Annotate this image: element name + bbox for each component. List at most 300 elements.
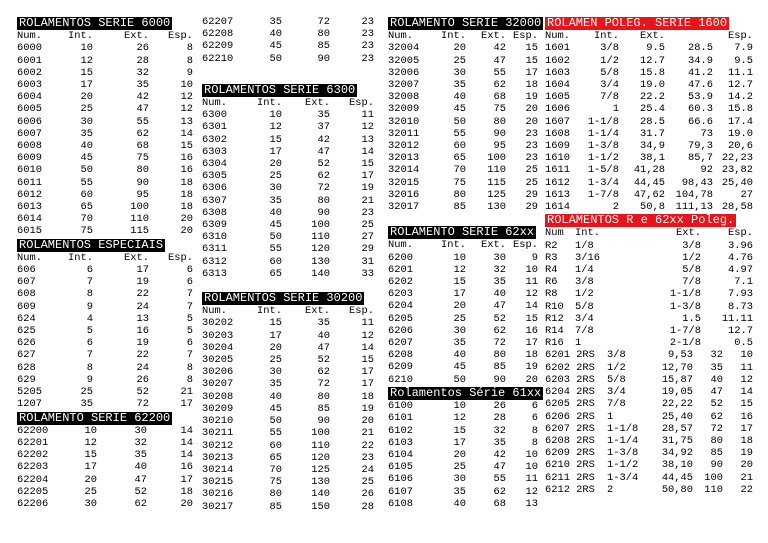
- table-cell: 23: [525, 140, 538, 153]
- table-cell: 32010: [388, 115, 420, 128]
- table-cell: 8: [531, 436, 538, 449]
- table-cell: 25: [269, 354, 282, 367]
- table-cell: 104,78: [675, 188, 713, 201]
- table-cell: 34,9: [640, 140, 665, 153]
- table-cell: 23,82: [721, 164, 753, 177]
- table-row: [202, 342, 374, 354]
- table-cell: 1/8: [575, 239, 594, 252]
- table-cell: 18: [361, 390, 374, 403]
- table-cell: 25: [453, 461, 466, 474]
- table-cell: 110: [311, 439, 330, 452]
- table-row: [202, 476, 374, 488]
- table-cell: 100: [311, 219, 330, 232]
- table-cell: 47: [317, 341, 330, 354]
- table-cell: 30: [453, 66, 466, 79]
- table-cell: 30: [453, 473, 466, 486]
- column-header: Ext.: [305, 97, 330, 110]
- table-cell: 7: [186, 349, 193, 362]
- table-row: [202, 366, 374, 378]
- table-cell: 13: [525, 497, 538, 510]
- table-cell: 30202: [202, 317, 234, 330]
- table-cell: 47: [493, 300, 506, 313]
- table-row: [202, 440, 374, 452]
- table-row: [388, 400, 538, 412]
- table-cell: 624: [17, 312, 36, 325]
- table-cell: 50: [453, 373, 466, 386]
- column-header: Esp.: [513, 239, 538, 252]
- table-cell: 50,8: [640, 201, 665, 214]
- table-cell: 50: [269, 52, 282, 65]
- column-header: Num: [545, 227, 564, 240]
- table-cell: 6106: [388, 473, 413, 486]
- table-cell: 1-7/8: [587, 188, 619, 201]
- table-cell: 13: [361, 133, 374, 146]
- table-cell: 90: [317, 206, 330, 219]
- table-cell: 7/8: [607, 398, 626, 411]
- table-cell: 17: [361, 366, 374, 379]
- table-especiais: [17, 252, 193, 411]
- table-cell: 130: [311, 255, 330, 268]
- table-cell: 32: [136, 66, 149, 79]
- table-row: [17, 201, 193, 213]
- table-cell: 1/4: [575, 264, 594, 277]
- table-cell: 1607: [545, 115, 570, 128]
- table-row: [202, 452, 374, 464]
- table-cell: 6015: [17, 225, 42, 238]
- table-cell: 9,53: [668, 349, 693, 362]
- table-cell: 90: [136, 176, 149, 189]
- table-cell: 115: [487, 176, 506, 189]
- table-cell: 1-3/8: [669, 300, 701, 313]
- table-cell: 28: [493, 412, 506, 425]
- column-header: Ext.: [124, 30, 149, 43]
- table-cell: 47: [317, 145, 330, 158]
- table-cell: 6014: [17, 213, 42, 226]
- table-cell: 22: [740, 483, 753, 496]
- table-cell: 25.4: [640, 103, 665, 116]
- table-cell: 20: [525, 115, 538, 128]
- table-cell: 6211 2RS: [545, 471, 595, 484]
- table-cell: 110: [704, 483, 723, 496]
- table-cell: 3/4: [575, 312, 594, 325]
- table-cell: 6212 2RS: [545, 483, 595, 496]
- table-row: [388, 189, 538, 201]
- table-row: [202, 207, 374, 219]
- table-cell: 19: [361, 402, 374, 415]
- table-cell: 1611: [545, 164, 570, 177]
- table-cell: 52: [136, 386, 149, 399]
- table-row: [545, 116, 753, 128]
- table-cell: 42: [493, 448, 506, 461]
- table-cell: 6201: [388, 263, 413, 276]
- table-cell: 18: [180, 485, 193, 498]
- table-cell: 3/4: [600, 79, 619, 92]
- table-cell: 70: [269, 463, 282, 476]
- table-cell: 32017: [388, 201, 420, 214]
- table-row: [388, 276, 538, 288]
- table-cell: 16: [740, 410, 753, 423]
- table-cell: 25: [525, 164, 538, 177]
- table-cell: 28.5: [688, 42, 713, 55]
- table-cell: 25: [84, 485, 97, 498]
- table-cell: 17: [180, 473, 193, 486]
- table-cell: 18: [180, 176, 193, 189]
- table-cell: 6005: [17, 103, 42, 116]
- table-cell: 1: [607, 410, 614, 423]
- table-cell: 1-1/2: [607, 459, 639, 472]
- table-cell: 6310: [202, 231, 227, 244]
- table-cell: 40: [134, 461, 147, 474]
- column-header: Ext.: [481, 239, 506, 252]
- table-cell: 12.7: [728, 325, 753, 338]
- table-cell: 18: [525, 349, 538, 362]
- table-row: [17, 461, 193, 473]
- table-row: [545, 164, 753, 176]
- table-cell: 12: [740, 373, 753, 386]
- table-cell: 95: [136, 188, 149, 201]
- table-cell: 45: [269, 402, 282, 415]
- table-cell: 31: [361, 255, 374, 268]
- table-cell: 62205: [17, 485, 49, 498]
- table-cell: 98,43: [681, 176, 713, 189]
- table-cell: 21: [361, 194, 374, 207]
- table-cell: 17: [453, 288, 466, 301]
- table-cell: 55: [453, 127, 466, 140]
- table-cell: 45: [269, 40, 282, 53]
- table-row: [545, 177, 753, 189]
- table-cell: 72: [317, 182, 330, 195]
- table-row: [202, 16, 374, 28]
- table-cell: 80: [317, 390, 330, 403]
- table-cell: 34,92: [661, 447, 693, 460]
- table-row: [17, 225, 193, 237]
- column-header: Ext.: [305, 305, 330, 318]
- table-row: [388, 425, 538, 437]
- table-cell: 6209: [388, 361, 413, 374]
- table-cell: 5: [186, 312, 193, 325]
- table-cell: 100: [704, 471, 723, 484]
- table-cell: 60: [80, 188, 93, 201]
- table-cell: 6013: [17, 201, 42, 214]
- table-cell: 30214: [202, 463, 234, 476]
- table-cell: 32: [493, 263, 506, 276]
- table-cell: 80: [317, 28, 330, 41]
- table-row: [388, 374, 538, 386]
- table-cell: 22: [361, 439, 374, 452]
- table-cell: 30217: [202, 500, 234, 513]
- table-row: [17, 213, 193, 225]
- table-cell: 10: [525, 263, 538, 276]
- table-cell: 15: [361, 158, 374, 171]
- table-cell: 6003: [17, 79, 42, 92]
- table-row: [17, 79, 193, 91]
- table-row: [202, 134, 374, 146]
- section-title-serie-61xx: Rolamentos Série 61xx: [390, 385, 542, 400]
- table-cell: 55: [493, 66, 506, 79]
- table-cell: 3/8: [600, 42, 619, 55]
- table-cell: 111,13: [675, 201, 713, 214]
- table-cell: 72: [493, 337, 506, 350]
- table-cell: 625: [17, 325, 36, 338]
- table-cell: 62203: [17, 461, 49, 474]
- table-cell: 12: [525, 485, 538, 498]
- table-cell: 20: [525, 103, 538, 116]
- table-row: [17, 301, 193, 313]
- table-cell: 19: [525, 91, 538, 104]
- table-cell: 6004: [17, 91, 42, 104]
- table-cell: 32015: [388, 176, 420, 189]
- table-cell: 110: [487, 164, 506, 177]
- table-cell: 65: [269, 267, 282, 280]
- table-cell: 32013: [388, 152, 420, 165]
- table-cell: 75: [493, 103, 506, 116]
- table-cell: 6101: [388, 412, 413, 425]
- table-row: [388, 152, 538, 164]
- table-cell: 140: [311, 267, 330, 280]
- table-cell: 47: [134, 473, 147, 486]
- table-cell: 41,28: [633, 164, 665, 177]
- table-row: [17, 398, 193, 410]
- table-cell: 14.2: [728, 91, 753, 104]
- table-cell: 62204: [17, 473, 49, 486]
- column-header: Int.: [257, 97, 282, 110]
- table-cell: 60: [269, 255, 282, 268]
- table-cell: 62: [134, 497, 147, 510]
- table-cell: 40: [453, 497, 466, 510]
- table-serie-30200: [202, 305, 374, 512]
- table-cell: 15: [84, 449, 97, 462]
- table-cell: 6: [531, 412, 538, 425]
- table-cell: 12: [361, 121, 374, 134]
- table-cell: 6210: [388, 373, 413, 386]
- table-cell: 23: [361, 40, 374, 53]
- table-row: [388, 55, 538, 67]
- table-row: [545, 252, 753, 264]
- table-cell: 30216: [202, 488, 234, 501]
- table-cell: 6002: [17, 66, 42, 79]
- table-cell: 10: [180, 79, 193, 92]
- table-cell: 11.1: [728, 66, 753, 79]
- table-cell: 1614: [545, 201, 570, 214]
- table-cell: 18: [180, 188, 193, 201]
- table-cell: 6301: [202, 121, 227, 134]
- table-cell: 10: [453, 251, 466, 264]
- table-row: [388, 140, 538, 152]
- column-header: Num.: [17, 251, 42, 264]
- table-cell: 20: [361, 415, 374, 428]
- table-cell: 90: [710, 459, 723, 472]
- table-cell: 25: [80, 386, 93, 399]
- table-row: [388, 91, 538, 103]
- table-cell: 30206: [202, 366, 234, 379]
- section-title-poleg-1600: ROLAMEN POLEG. SERIE 1600: [547, 16, 728, 30]
- table-cell: 15.8: [640, 66, 665, 79]
- table-cell: 15: [453, 276, 466, 289]
- column-header: Esp.: [349, 305, 374, 318]
- table-row: [545, 152, 753, 164]
- table-cell: 25: [453, 312, 466, 325]
- table-cell: 5/8: [575, 300, 594, 313]
- table-cell: 62208: [202, 28, 234, 41]
- table-row: [545, 288, 753, 300]
- table-row: [545, 325, 753, 337]
- table-cell: 38,1: [640, 152, 665, 165]
- table-cell: 60.3: [688, 103, 713, 116]
- table-cell: 6307: [202, 194, 227, 207]
- table-cell: 6201 2RS: [545, 349, 595, 362]
- table-cell: 19.0: [640, 79, 665, 92]
- table-cell: 12: [453, 412, 466, 425]
- table-row: [17, 42, 193, 54]
- table-cell: 20: [180, 497, 193, 510]
- table-cell: 68: [136, 140, 149, 153]
- column-4: [545, 16, 753, 496]
- table-cell: 62206: [17, 497, 49, 510]
- table-row: [388, 313, 538, 325]
- table-row: [388, 288, 538, 300]
- table-row: [545, 42, 753, 54]
- table-cell: 72: [317, 378, 330, 391]
- table-cell: 29: [525, 188, 538, 201]
- table-row: [388, 437, 538, 449]
- table-cell: 6107: [388, 485, 413, 498]
- table-row: [545, 103, 753, 115]
- column-header: Esp.: [349, 97, 374, 110]
- table-cell: 1606: [545, 103, 570, 116]
- section-title-serie-6300: ROLAMENTOS SERIE 6300: [204, 82, 356, 97]
- table-row: [388, 116, 538, 128]
- table-row: [202, 170, 374, 182]
- column-header: Ext.: [676, 227, 701, 240]
- table-cell: 25: [361, 219, 374, 232]
- table-cell: 30213: [202, 451, 234, 464]
- table-row: [545, 55, 753, 67]
- table-row: [545, 140, 753, 152]
- table-cell: 6: [186, 264, 193, 277]
- table-row: [202, 330, 374, 342]
- column-header: Num.: [17, 30, 42, 43]
- table-row: [202, 378, 374, 390]
- table-cell: 6010: [17, 164, 42, 177]
- table-serie-62xx: [388, 239, 538, 385]
- table-serie-61xx: [388, 400, 538, 510]
- table-row: [202, 464, 374, 476]
- table-cell: 80: [269, 488, 282, 501]
- table-cell: 11: [525, 473, 538, 486]
- table-cell: 6105: [388, 461, 413, 474]
- section-title-serie-62200: ROLAMENTO SERIE 62200: [19, 410, 171, 425]
- table-cell: 32006: [388, 66, 420, 79]
- table-cell: 65: [269, 451, 282, 464]
- table-cell: 21: [740, 471, 753, 484]
- section-title-serie-32000: ROLAMENTO SERIE 32000: [390, 16, 542, 30]
- table-header-row: [545, 30, 753, 42]
- table-row: [17, 386, 193, 398]
- table-row: [388, 103, 538, 115]
- table-row: [17, 474, 193, 486]
- column-header: Ext.: [124, 251, 149, 264]
- table-row: [388, 79, 538, 91]
- table-cell: 45: [269, 219, 282, 232]
- table-cell: 62: [493, 79, 506, 92]
- column-header: Num.: [388, 239, 413, 252]
- table-cell: 23: [361, 206, 374, 219]
- table-row: [545, 398, 753, 410]
- table-cell: 85: [269, 500, 282, 513]
- table-cell: 25: [269, 170, 282, 183]
- table-row: [545, 67, 753, 79]
- table-cell: 52: [493, 312, 506, 325]
- table-row: [17, 67, 193, 79]
- table-cell: 55: [136, 115, 149, 128]
- table-cell: 40: [710, 373, 723, 386]
- column-header: Int.: [575, 227, 600, 240]
- table-cell: 62202: [17, 449, 49, 462]
- table-row: [388, 461, 538, 473]
- table-cell: 62209: [202, 40, 234, 53]
- table-cell: 6313: [202, 267, 227, 280]
- table-row: [545, 435, 753, 447]
- table-cell: 92: [700, 164, 713, 177]
- table-row: [202, 354, 374, 366]
- table-cell: 15.8: [728, 103, 753, 116]
- table-cell: 12,70: [661, 361, 693, 374]
- table-cell: 1603: [545, 66, 570, 79]
- table-cell: 35: [269, 378, 282, 391]
- table-cell: 72: [136, 398, 149, 411]
- table-cell: 52: [710, 398, 723, 411]
- table-cell: 4.76: [728, 251, 753, 264]
- table-row: [17, 128, 193, 140]
- table-cell: 6303: [202, 145, 227, 158]
- table-cell: R14: [545, 325, 564, 338]
- table-cell: 1-5/8: [587, 164, 619, 177]
- table-cell: 12: [361, 329, 374, 342]
- table-row: [17, 325, 193, 337]
- table-cell: 28,57: [661, 422, 693, 435]
- table-cell: 32007: [388, 79, 420, 92]
- table-cell: 35: [80, 398, 93, 411]
- table-row: [202, 53, 374, 65]
- table-cell: 15: [525, 312, 538, 325]
- table-cell: 18: [180, 201, 193, 214]
- table-cell: 28: [136, 54, 149, 67]
- table-cell: 50: [80, 164, 93, 177]
- table-cell: 1: [575, 337, 582, 350]
- table-cell: 30203: [202, 329, 234, 342]
- table-cell: 8: [86, 361, 93, 374]
- table-cell: 32005: [388, 54, 420, 67]
- table-cell: 7: [86, 349, 93, 362]
- table-cell: 35: [80, 127, 93, 140]
- table-cell: R3: [545, 251, 558, 264]
- table-cell: 23: [361, 451, 374, 464]
- table-cell: 85: [317, 402, 330, 415]
- table-cell: 6207 2RS: [545, 422, 595, 435]
- table-row: [545, 459, 753, 471]
- table-cell: 7/8: [575, 325, 594, 338]
- table-cell: 24: [136, 361, 149, 374]
- table-cell: 20: [180, 225, 193, 238]
- table-cell: 6203 2RS: [545, 373, 595, 386]
- table-row: [202, 427, 374, 439]
- table-cell: 19: [136, 276, 149, 289]
- table-cell: 25: [525, 176, 538, 189]
- table-cell: 12: [84, 436, 97, 449]
- table-serie-6300: [202, 97, 374, 280]
- section-title-r-62xx-poleg: ROLAMENTOS R e 62xx Poleg.: [547, 213, 735, 228]
- table-cell: 62201: [17, 436, 49, 449]
